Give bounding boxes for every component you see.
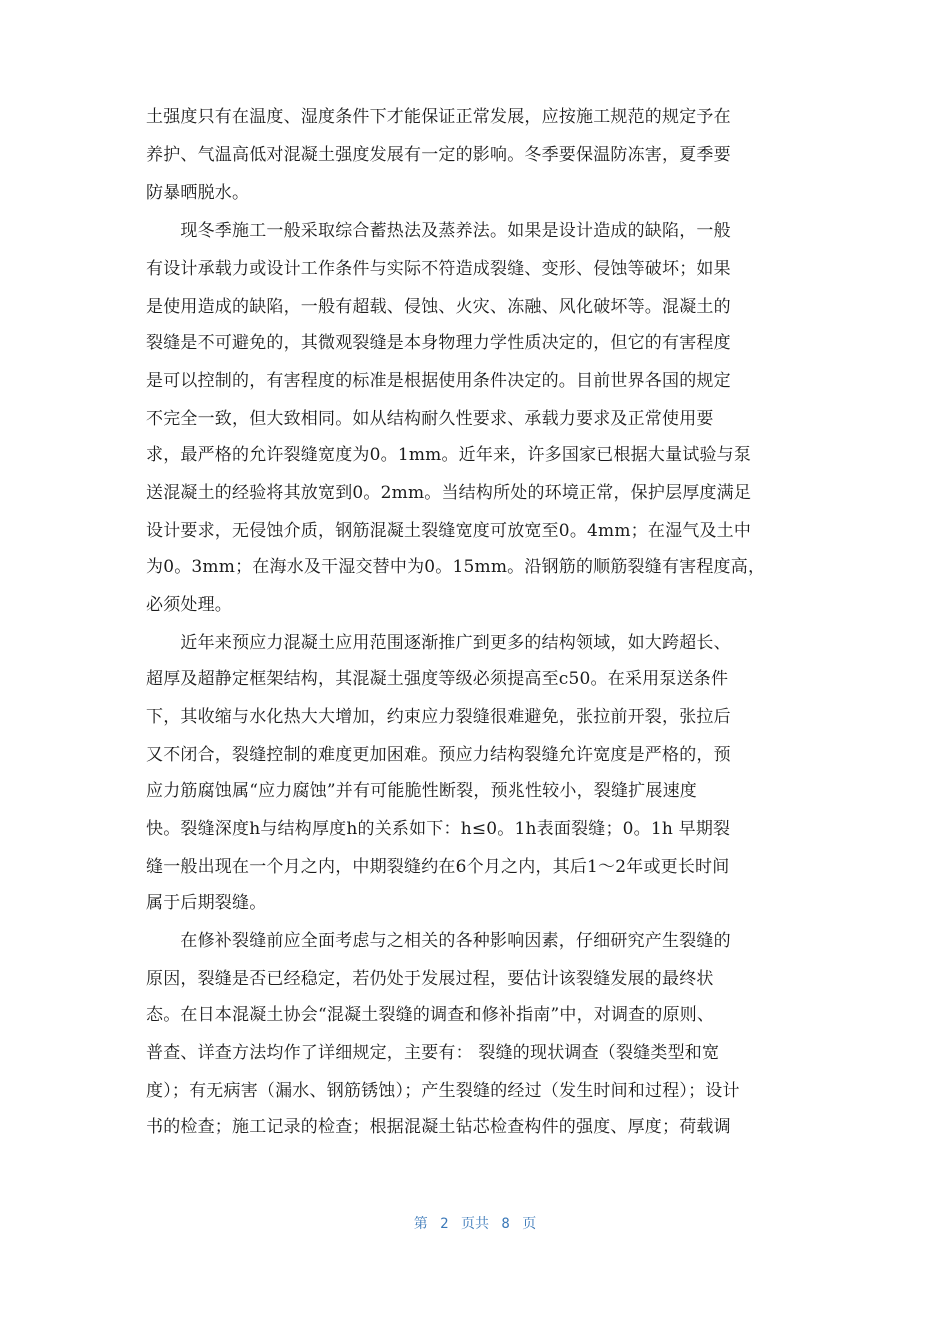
text-line: 防暴晒脱水。: [146, 183, 250, 203]
text-line: 有设计承载力或设计工作条件与实际不符造成裂缝、变形、侵蚀等破坏；如果: [146, 259, 731, 279]
text-line: 普查、详查方法均作了详细规定，主要有： 裂缝的现状调查（裂缝类型和宽: [146, 1043, 720, 1063]
text-line: 为0。3mm；在海水及干湿交替中为0。15mm。沿钢筋的顺筋裂缝有害程度高，: [146, 557, 766, 577]
text-line: 缝一般出现在一个月之内，中期裂缝约在6个月之内，其后1～2年或更长时间: [146, 857, 730, 877]
text-line: 应力筋腐蚀属“应力腐蚀”并有可能脆性断裂，预兆性较小，裂缝扩展速度: [146, 781, 697, 801]
text-line: 在修补裂缝前应全面考虑与之相关的各种影响因素，仔细研究产生裂缝的: [146, 931, 731, 951]
page-footer: 第 2 页共 8 页: [413, 1216, 537, 1232]
text-line: 裂缝是不可避免的，其微观裂缝是本身物理力学性质决定的，但它的有害程度: [146, 333, 731, 353]
text-line: 快。裂缝深度h与结构厚度h的关系如下：h≤0。1h表面裂缝；0。1h 早期裂: [146, 819, 731, 839]
text-line: 必须处理。: [146, 595, 232, 615]
text-line: 近年来预应力混凝土应用范围逐渐推广到更多的结构领域，如大跨超长、: [146, 633, 731, 653]
text-line: 设计要求，无侵蚀介质，钢筋混凝土裂缝宽度可放宽至0。4mm；在湿气及土中: [146, 521, 752, 541]
text-line: 送混凝土的经验将其放宽到0。2mm。当结构所处的环境正常，保护层厚度满足: [146, 483, 752, 503]
text-line: 度）；有无病害（漏水、钢筋锈蚀）；产生裂缝的经过（发生时间和过程）；设计: [146, 1081, 740, 1101]
text-line: 态。在日本混凝土协会“混凝土裂缝的调查和修补指南”中，对调查的原则、: [146, 1005, 715, 1025]
text-line: 书的检查；施工记录的检查；根据混凝土钻芯检查构件的强度、厚度；荷载调: [146, 1117, 731, 1137]
text-line: 是使用造成的缺陷，一般有超载、侵蚀、火灾、冻融、风化破坏等。混凝土的: [146, 297, 731, 317]
text-line: 不完全一致，但大致相同。如从结构耐久性要求、承载力要求及正常使用要: [146, 409, 714, 429]
text-line: 现冬季施工一般采取综合蓄热法及蒸养法。如果是设计造成的缺陷，一般: [146, 221, 731, 241]
text-line: 求，最严格的允许裂缝宽度为0。1mm。近年来，许多国家已根据大量试验与泵: [146, 445, 752, 465]
text-line: 养护、气温高低对混凝土强度发展有一定的影响。冬季要保温防冻害，夏季要: [146, 145, 731, 165]
text-line: 土强度只有在温度、湿度条件下才能保证正常发展，应按施工规范的规定予在: [146, 107, 731, 127]
text-line: 原因，裂缝是否已经稳定，若仍处于发展过程，要估计该裂缝发展的最终状: [146, 969, 714, 989]
text-line: 下，其收缩与水化热大大增加，约束应力裂缝很难避免，张拉前开裂，张拉后: [146, 707, 731, 727]
text-line: 属于后期裂缝。: [146, 893, 267, 913]
text-line: 是可以控制的，有害程度的标准是根据使用条件决定的。目前世界各国的规定: [146, 371, 731, 391]
text-line: 又不闭合，裂缝控制的难度更加困难。预应力结构裂缝允许宽度是严格的，预: [146, 745, 731, 765]
text-line: 超厚及超静定框架结构，其混凝土强度等级必须提高至c50。在采用泵送条件: [146, 669, 729, 689]
